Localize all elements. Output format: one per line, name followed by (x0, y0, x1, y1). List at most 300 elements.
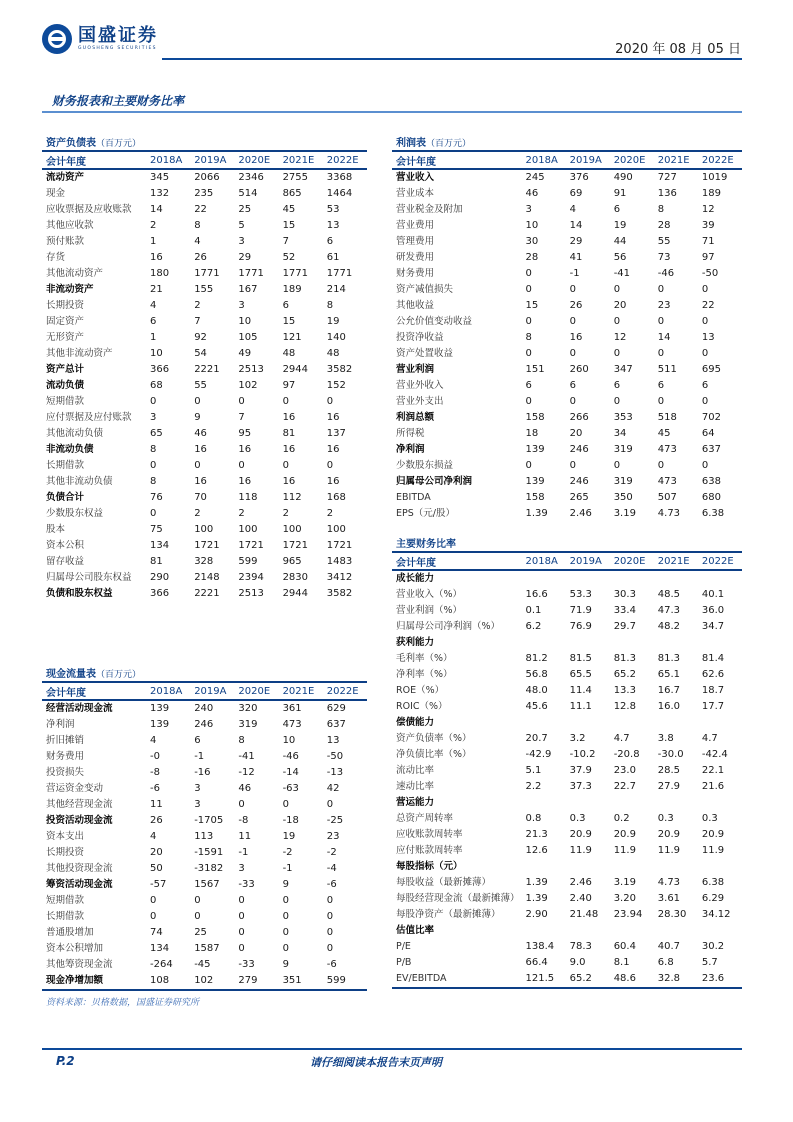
cell-value: 20.9 (613, 829, 636, 840)
cell-value: 168 (326, 492, 346, 503)
cell-value: 134 (150, 540, 170, 551)
cell-value: 0 (282, 799, 289, 810)
cell-value: 266 (569, 412, 589, 423)
cell-value: 727 (657, 172, 677, 183)
cell-value: 2.40 (569, 893, 592, 904)
cell-value: 3.8 (657, 733, 674, 744)
cell-value: -50 (326, 751, 344, 762)
cell-value: -14 (282, 767, 299, 778)
cell-value: 97 (701, 252, 715, 263)
row-label: 无形资产 (46, 332, 85, 343)
row-label: 股本 (46, 524, 66, 535)
cell-value: 2221 (194, 364, 220, 375)
cell-value: 23.0 (613, 765, 636, 776)
table-row (42, 202, 367, 218)
cell-value: 16 (326, 412, 340, 423)
cell-value: -6 (326, 959, 337, 970)
cell-value: 0 (569, 460, 576, 471)
cell-value: 73 (657, 252, 671, 263)
cell-value: 1 (150, 332, 157, 343)
cell-value (522, 715, 566, 731)
cell-value (698, 923, 742, 939)
cell-value: 8 (150, 444, 157, 455)
cell-value: 2.90 (525, 909, 548, 920)
cell-value: 6.38 (701, 508, 725, 519)
cell-value: 102 (238, 380, 258, 391)
row-label: 净利润 (46, 719, 75, 730)
table-row (392, 619, 742, 635)
row-label: 营运能力 (396, 797, 435, 808)
cell-value: -42.4 (701, 749, 728, 760)
cell-value: 6 (150, 316, 157, 327)
financial-ratios-table (392, 538, 742, 989)
cell-value: -12 (238, 767, 255, 778)
table-row (392, 490, 742, 506)
table-row (42, 394, 367, 410)
cell-value: 2.2 (525, 781, 542, 792)
cell-value: 0 (657, 284, 665, 295)
row-label: 其他非流动资产 (46, 348, 113, 359)
cell-value: -0 (150, 751, 160, 762)
cell-value: 0 (701, 348, 709, 359)
table-row (42, 442, 367, 458)
cell-value: 2066 (194, 172, 220, 183)
header-label: 会计年度 (392, 552, 522, 570)
cell-value: 7 (282, 236, 289, 247)
cell-value: 9 (282, 959, 289, 970)
cell-value: 490 (613, 172, 633, 183)
cell-value: 3 (150, 412, 157, 423)
cell-value: 865 (282, 188, 302, 199)
row-label: 长期借款 (46, 460, 85, 471)
column-header: 2022E (698, 552, 742, 570)
cell-value: 50 (150, 863, 163, 874)
cell-value: 361 (282, 703, 302, 714)
cell-value: -1 (282, 863, 293, 874)
cell-value: 0 (150, 396, 157, 407)
cell-value: 6 (282, 300, 289, 311)
cell-value: 26 (569, 300, 583, 311)
cell-value: 366 (150, 588, 170, 599)
cell-value: 0 (326, 911, 334, 922)
cell-value: 137 (326, 428, 346, 439)
cell-value: 0 (525, 348, 532, 359)
cell-value: 366 (150, 364, 170, 375)
cell-value: 0 (525, 460, 532, 471)
table-row (392, 891, 742, 907)
cell-value: 54 (194, 348, 207, 359)
cell-value: 0 (525, 316, 532, 327)
cell-value: 32.8 (657, 973, 681, 984)
cell-value: 189 (701, 188, 721, 199)
cell-value: 1 (150, 236, 157, 247)
column-header: 2019A (566, 552, 610, 570)
cell-value: 30 (525, 236, 539, 247)
cell-value: 3.20 (613, 893, 636, 904)
cell-value (698, 570, 742, 587)
cell-value: 41 (569, 252, 583, 263)
cell-value: 235 (194, 188, 214, 199)
table-row (392, 811, 742, 827)
cell-value: 11.9 (569, 845, 592, 856)
table-unit: （百万元） (96, 139, 142, 149)
row-label: 其他流动资产 (46, 268, 104, 279)
cell-value: 1771 (238, 268, 264, 279)
table-row (42, 700, 367, 717)
cell-value: 16 (282, 444, 296, 455)
cell-value: -20.8 (613, 749, 640, 760)
table-row (392, 250, 742, 266)
table-row (42, 717, 367, 733)
row-label: 成长能力 (396, 573, 435, 584)
cell-value: -6 (326, 879, 337, 890)
cell-value: 1721 (194, 540, 220, 551)
row-label: 经营活动现金流 (46, 703, 113, 714)
header-label: 会计年度 (42, 151, 146, 169)
row-label: 固定资产 (46, 316, 85, 327)
cell-value: 0.1 (525, 605, 542, 616)
table-title (392, 538, 742, 551)
cell-value: 11.9 (613, 845, 636, 856)
cell-value: 1771 (326, 268, 353, 279)
cell-value: 4 (150, 831, 157, 842)
cell-value (654, 715, 698, 731)
cell-value: 18 (525, 428, 539, 439)
column-header: 2018A (146, 682, 190, 700)
table-row (392, 955, 742, 971)
report-date: 2020 年 08 月 05 日 (615, 42, 741, 57)
cell-value: 81 (150, 556, 163, 567)
row-label: 净利润 (396, 444, 425, 455)
cell-value: 3582 (326, 588, 353, 599)
cell-value: 44 (613, 236, 627, 247)
cell-value: 0.2 (613, 813, 630, 824)
row-label: 财务费用 (46, 751, 85, 762)
cell-value: 167 (238, 284, 258, 295)
cell-value: 4.7 (613, 733, 630, 744)
cell-value: -41 (238, 751, 255, 762)
cell-value: 11 (238, 831, 252, 842)
cell-value: 0 (238, 396, 245, 407)
table-row (42, 522, 367, 538)
cell-value: 2 (150, 220, 157, 231)
header-label: 会计年度 (392, 151, 522, 169)
cell-value: 78.3 (569, 941, 592, 952)
cell-value: 702 (701, 412, 721, 423)
cell-value: -1 (238, 847, 249, 858)
cell-value: 2.46 (569, 877, 592, 888)
cell-value: 48.2 (657, 621, 681, 632)
table-row (392, 667, 742, 683)
cell-value (522, 795, 566, 811)
cell-value: 48.0 (525, 685, 548, 696)
cell-value: 16 (326, 476, 340, 487)
cell-value: 0 (238, 895, 245, 906)
cell-value: 680 (701, 492, 721, 503)
cell-value: 2944 (282, 364, 309, 375)
table-row (42, 749, 367, 765)
cell-value: 121.5 (525, 973, 555, 984)
cell-value: 22 (194, 204, 207, 215)
row-label: 应付账款周转率 (396, 845, 463, 856)
cell-value: 8 (326, 300, 334, 311)
cell-value: 2394 (238, 572, 264, 583)
cell-value: 16 (194, 444, 207, 455)
table-row (42, 893, 367, 909)
table-row (392, 506, 742, 522)
row-label: 资产减值损失 (396, 284, 454, 295)
cell-value: 3.2 (569, 733, 586, 744)
cell-value: 1.39 (525, 877, 548, 888)
table-row (42, 538, 367, 554)
row-label: 每股经营现金流（最新摊薄） (396, 893, 520, 904)
cell-value: -46 (657, 268, 675, 279)
table-row (392, 971, 742, 988)
cell-value: 6 (326, 236, 334, 247)
cell-value: 16 (238, 444, 252, 455)
cell-value: 4.73 (657, 508, 681, 519)
cell-value: 0 (657, 316, 665, 327)
cell-value (654, 859, 698, 875)
cell-value: 42 (326, 783, 340, 794)
cell-value: 0 (701, 284, 709, 295)
cell-value: -42.9 (525, 749, 552, 760)
cell-value: 189 (282, 284, 302, 295)
cell-value: 21.48 (569, 909, 599, 920)
cell-value: 8.1 (613, 957, 630, 968)
income-statement-table (392, 137, 742, 522)
row-label: 筹资活动现金流 (46, 879, 113, 890)
cell-value: 21 (150, 284, 163, 295)
cell-value: 0 (326, 460, 334, 471)
table-row (42, 410, 367, 426)
table-row (42, 250, 367, 266)
cell-value: 0.3 (701, 813, 718, 824)
cell-value: 20 (569, 428, 583, 439)
cell-value: 22.1 (701, 765, 725, 776)
category-row (392, 715, 742, 731)
row-label: 每股净资产（最新摊薄） (396, 909, 501, 920)
cell-value: 21.6 (701, 781, 725, 792)
cell-value: 0 (238, 927, 245, 938)
category-row (392, 570, 742, 587)
cell-value: 136 (657, 188, 677, 199)
column-header: 2019A (190, 151, 234, 169)
logo-name-cn: 国盛证券 (78, 25, 158, 46)
cell-value: 3 (194, 799, 201, 810)
cell-value (522, 570, 566, 587)
cell-value (566, 715, 610, 731)
cell-value: 7 (194, 316, 201, 327)
cell-value: 2513 (238, 588, 264, 599)
row-label: 资本支出 (46, 831, 85, 842)
cell-value: 65.2 (569, 973, 592, 984)
column-header: 2018A (522, 151, 566, 169)
table-header-row (42, 682, 367, 700)
cell-value: 246 (569, 444, 589, 455)
cell-value: 48.6 (613, 973, 636, 984)
cell-value: 29 (569, 236, 583, 247)
cell-value: 637 (701, 444, 721, 455)
cell-value: 1.39 (525, 893, 548, 904)
cell-value: 246 (569, 476, 589, 487)
cell-value: 76.9 (569, 621, 592, 632)
cell-value: 3368 (326, 172, 353, 183)
cell-value: 319 (613, 444, 633, 455)
row-label: 研发费用 (396, 252, 435, 263)
cell-value: 6.2 (525, 621, 542, 632)
table-row (392, 683, 742, 699)
cell-value: 2 (238, 508, 245, 519)
row-label: 投资活动现金流 (46, 815, 113, 826)
cell-value: 695 (701, 364, 721, 375)
cell-value: 2 (326, 508, 334, 519)
table-row (42, 941, 367, 957)
cell-value: 0 (238, 911, 245, 922)
cell-value (698, 859, 742, 875)
cell-value: 34.7 (701, 621, 725, 632)
row-label: P/B (396, 957, 412, 968)
cell-value: 20 (613, 300, 627, 311)
cell-value: 23.6 (701, 973, 725, 984)
table-row (42, 186, 367, 202)
cell-value: 12 (613, 332, 627, 343)
cell-value: 30.3 (613, 589, 636, 600)
cell-value: 1464 (326, 188, 353, 199)
cell-value: 599 (326, 975, 346, 986)
cell-value: 376 (569, 172, 589, 183)
cell-value: 0 (282, 396, 289, 407)
cell-value: 20.9 (701, 829, 725, 840)
row-label: 营运资金变动 (46, 783, 104, 794)
cell-value: 6 (613, 380, 621, 391)
cell-value: 45.6 (525, 701, 548, 712)
row-label: 投资损失 (46, 767, 85, 778)
section-divider (42, 111, 742, 113)
cell-value: 0 (326, 895, 334, 906)
cell-value: 100 (326, 524, 346, 535)
cell-value: 9 (194, 412, 201, 423)
cell-value: 64 (701, 428, 715, 439)
cell-value: 350 (613, 492, 633, 503)
cell-value: 0.3 (569, 813, 586, 824)
cell-value: 12.6 (525, 845, 548, 856)
cell-value: 39 (701, 220, 715, 231)
table-title (392, 137, 742, 150)
cell-value: 4 (569, 204, 576, 215)
row-label: 短期借款 (46, 895, 85, 906)
row-label: 管理费用 (396, 236, 435, 247)
cell-value: 33.4 (613, 605, 636, 616)
row-label: 其他收益 (396, 300, 435, 311)
cell-value: -2 (282, 847, 293, 858)
table-row (42, 234, 367, 250)
table-row (392, 763, 742, 779)
cell-value: 134 (150, 943, 170, 954)
cell-value: 245 (525, 172, 545, 183)
column-header: 2021E (279, 682, 323, 700)
cell-value (566, 795, 610, 811)
cell-value: 0 (569, 348, 576, 359)
cell-value: 2 (194, 300, 201, 311)
cell-value: 0 (657, 460, 665, 471)
cell-value: 56.8 (525, 669, 548, 680)
cell-value: 81.5 (569, 653, 592, 664)
table-row (392, 362, 742, 378)
cell-value: 0 (150, 508, 157, 519)
cell-value: 0 (569, 284, 576, 295)
table-row (42, 266, 367, 282)
cell-value: 0 (238, 943, 245, 954)
cell-value: 0.3 (657, 813, 674, 824)
cell-value: 27.9 (657, 781, 681, 792)
table-row (392, 169, 742, 186)
cell-value: 12 (701, 204, 715, 215)
cell-value: 240 (194, 703, 214, 714)
cell-value: 13.3 (613, 685, 636, 696)
cell-value: 511 (657, 364, 677, 375)
cell-value: 6 (194, 735, 201, 746)
row-label: 财务费用 (396, 268, 435, 279)
cell-value: 11.9 (701, 845, 725, 856)
table-row (42, 586, 367, 602)
cell-value (610, 795, 654, 811)
table-row (42, 797, 367, 813)
cell-value: 16.0 (657, 701, 681, 712)
cell-value: 2221 (194, 588, 220, 599)
cell-value: 0 (525, 268, 532, 279)
cell-value: -16 (194, 767, 211, 778)
cell-value: 3412 (326, 572, 353, 583)
row-label: 应收账款周转率 (396, 829, 463, 840)
table-unit: （百万元） (426, 139, 472, 149)
category-row (392, 795, 742, 811)
row-label: 其他筹资现金流 (46, 959, 113, 970)
table-title-text: 现金流量表 (46, 669, 96, 680)
row-label: 长期投资 (46, 847, 85, 858)
row-label: 折旧摊销 (46, 735, 85, 746)
table-row (392, 346, 742, 362)
cell-value: -13 (326, 767, 344, 778)
cell-value: 49 (238, 348, 252, 359)
row-label: 资本公积 (46, 540, 85, 551)
cell-value: 71 (701, 236, 715, 247)
cell-value: 0 (525, 284, 532, 295)
company-logo (42, 24, 158, 54)
cell-value: 0 (701, 316, 709, 327)
cell-value: 0 (238, 799, 245, 810)
cell-value: 2830 (282, 572, 309, 583)
cell-value: 10 (238, 316, 252, 327)
table-row (42, 877, 367, 893)
data-source-note: 资料来源：贝格数据，国盛证券研究所 (46, 998, 200, 1008)
cell-value: 18.7 (701, 685, 725, 696)
table-row (392, 843, 742, 859)
cell-value: -1 (569, 268, 580, 279)
table-row (42, 282, 367, 298)
row-label: 营业外支出 (396, 396, 444, 407)
cell-value: 328 (194, 556, 214, 567)
column-header: 2018A (522, 552, 566, 570)
cell-value: 23 (657, 300, 671, 311)
cell-value: 353 (613, 412, 633, 423)
row-label: 资本公积增加 (46, 943, 104, 954)
cell-value: 11.4 (569, 685, 592, 696)
cell-value: 46 (238, 783, 252, 794)
table-row (42, 957, 367, 973)
table-row (392, 282, 742, 298)
cell-value: 0 (326, 799, 334, 810)
